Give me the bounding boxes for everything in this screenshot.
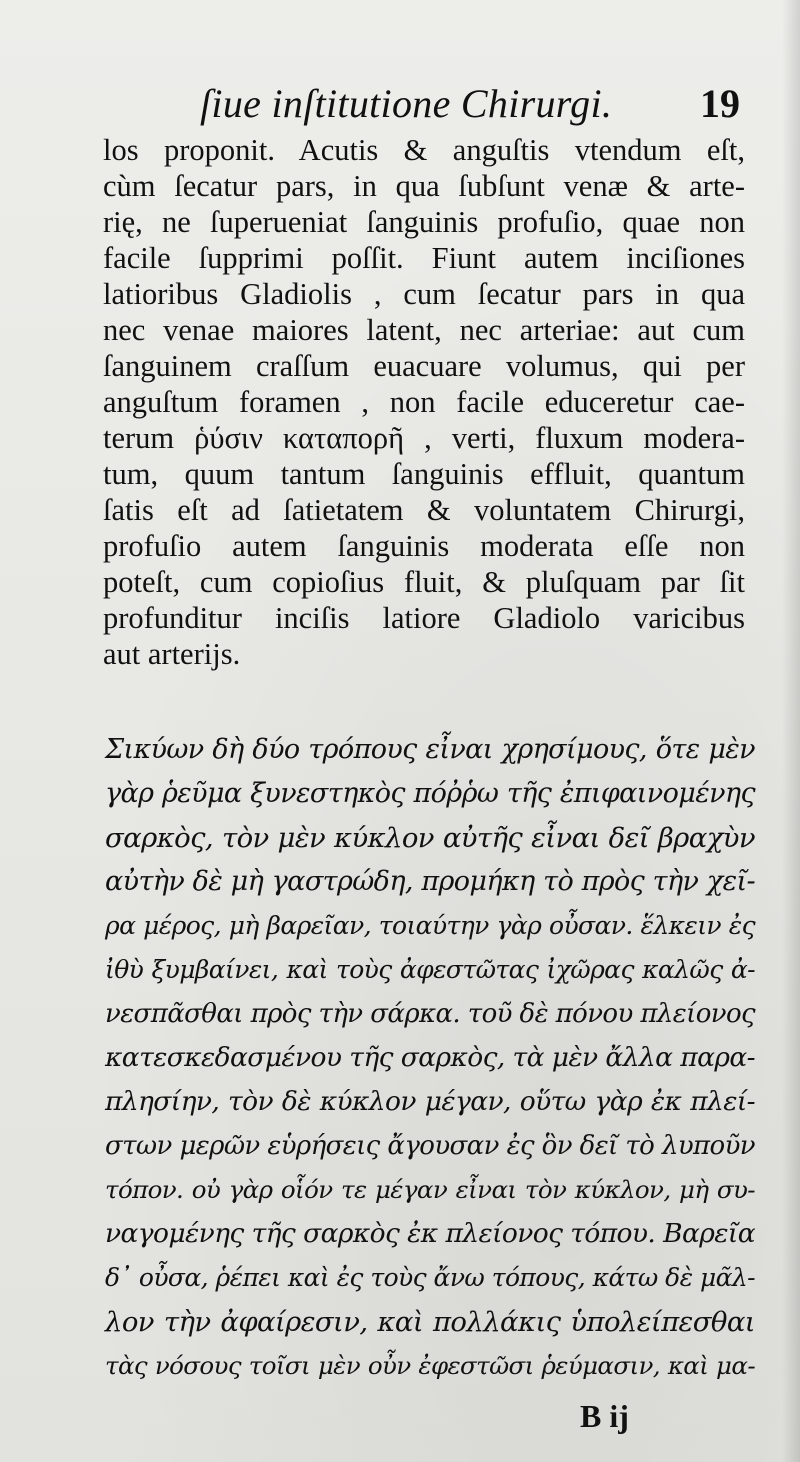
latin-line: latioribus Gladiolis , cum ſecatur pars in qua <box>103 277 745 311</box>
page-header <box>200 80 740 130</box>
running-title: ſiue inſtitutione Chirurgi. <box>200 81 613 126</box>
greek-line: αὐτὴν δὲ μὴ γαστρώδη, προμήκη τὸ πρὸς τὴν χεῖ- <box>105 866 755 897</box>
page-number: 19 <box>700 81 740 126</box>
latin-paragraph <box>103 132 745 672</box>
greek-line: τὰς νόσους τοῖσι μὲν οὖν ἐφεστῶσι ῥεύμασιν, καὶ μα- <box>105 1351 755 1380</box>
greek-line: τόπον. οὐ γὰρ οἷόν τε μέγαν εἶναι τὸν κύκλον, μὴ συ- <box>105 1175 755 1204</box>
greek-line: λον τὴν ἀφαίρεσιν, καὶ πολλάκις ὑπολείπεσθαι <box>105 1306 755 1338</box>
greek-paragraph <box>105 728 755 1388</box>
greek-line: ἰθὺ ξυμβαίνει, καὶ τοὺς ἀφεστῶτας ἰχῶρας καλῶς ἀ- <box>105 955 755 984</box>
signature-mark: B ij <box>580 1398 629 1434</box>
greek-line: ρα μέρος, μὴ βαρεῖαν, τοιαύτην γὰρ οὖσαν. ἕλκειν ἐς <box>105 911 755 940</box>
greek-line: σαρκὸς, τὸν μὲν κύκλον αὐτῆς εἶναι δεῖ βραχὺν <box>105 822 755 854</box>
latin-line: terum ῥύσιν καταπορῆ , verti, fluxum modera- <box>103 421 745 455</box>
latin-line: anguſtum foramen , non facile educeretur cae- <box>103 385 745 419</box>
page-edge-shadow <box>782 0 800 1462</box>
latin-line: ſanguinem craſſum euacuare volumus, qui per <box>103 349 745 383</box>
greek-line: στων μερῶν εὑρήσεις ἄγουσαν ἐς ὃν δεῖ τὸ λυποῦν <box>105 1131 755 1161</box>
latin-line: tum, quum tantum ſanguinis effluit, quantum <box>103 457 745 491</box>
latin-line: profunditur inciſis latiore Gladiolo varicibus <box>103 601 745 635</box>
latin-line: cùm ſecatur pars, in qua ſubſunt venæ & arte- <box>103 169 745 203</box>
latin-line: ſatis eſt ad ſatietatem & voluntatem Chirurgi, <box>103 493 745 527</box>
latin-line: profuſio autem ſanguinis moderata eſſe non <box>103 529 745 563</box>
greek-line: κατεσκεδασμένου τῆς σαρκὸς, τὰ μὲν ἄλλα παρα- <box>105 1042 755 1073</box>
latin-line: nec venae maiores latent, nec arteriae: aut cum <box>103 313 745 347</box>
latin-line-last: aut arterijs. <box>103 637 241 671</box>
latin-line: poteſt, cum copioſius fluit, & pluſquam par ſit <box>103 565 745 599</box>
greek-line: πλησίην, τὸν δὲ κύκλον μέγαν, οὕτω γὰρ ἐκ πλεί- <box>105 1086 755 1117</box>
latin-line: los proponit. Acutis & anguſtis vtendum eſt, <box>103 133 745 167</box>
latin-line: rię, ne ſuperueniat ſanguinis profuſio, quae non <box>103 205 745 239</box>
greek-line: δ᾽ οὖσα, ῥέπει καὶ ἐς τοὺς ἄνω τόπους, κάτω δὲ μᾶλ- <box>105 1263 755 1292</box>
greek-line: νεσπᾶσθαι πρὸς τὴν σάρκα. τοῦ δὲ πόνου πλείονος <box>105 999 755 1029</box>
greek-line: γὰρ ῥεῦμα ξυνεστηκὸς πόῤῥω τῆς ἐπιφαινομένης <box>105 778 755 809</box>
greek-line: ναγομένης τῆς σαρκὸς ἐκ πλείονος τόπου. Βαρεῖα <box>105 1218 755 1249</box>
greek-line: Σικύων δὴ δύο τρόπους εἶναι χρησίμους, ὅτε μὲν <box>105 734 755 765</box>
latin-line: facile ſupprimi poſſit. Fiunt autem inciſiones <box>103 241 745 275</box>
